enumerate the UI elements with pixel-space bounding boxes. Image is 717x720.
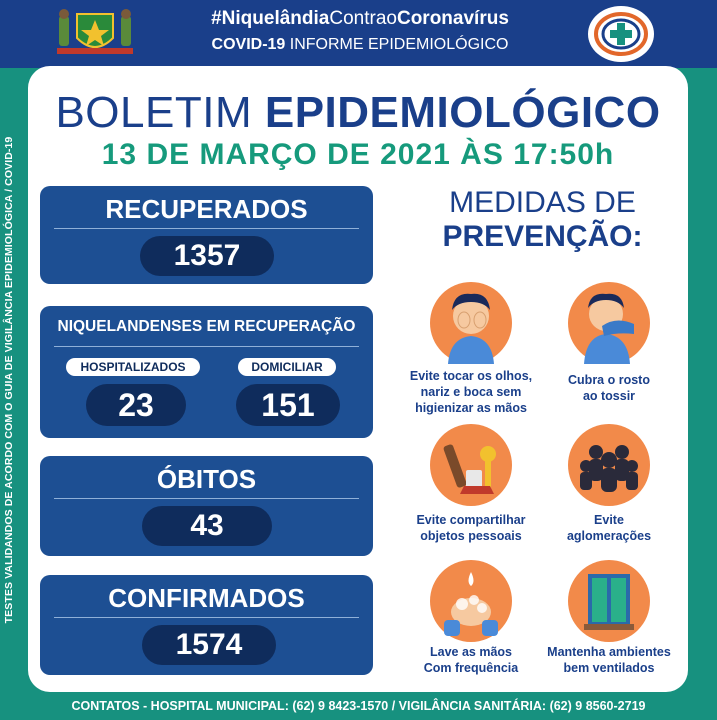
health-logo-icon xyxy=(588,6,654,62)
hospitalizados-value: 23 xyxy=(86,384,186,426)
em-recuperacao-box xyxy=(40,306,373,438)
tip-personal-objects: Evite compartilhar objetos pessoais xyxy=(416,513,526,543)
confirmados-label: CONFIRMADOS xyxy=(108,583,305,613)
contacts-footer: CONTATOS - HOSPITAL MUNICIPAL: (62) 9 8423-1570 / VIGILÂNCIA SANITÁRIA: (62) 9 8560-2719 xyxy=(0,692,717,720)
header-bar xyxy=(0,0,717,68)
hand-washing-icon xyxy=(430,560,512,642)
page-title: BOLETIM EPIDEMIOLÓGICO xyxy=(55,88,661,137)
side-disclaimer-text: TESTES VALIDANDOS DE ACORDO COM O GUIA DE VIGILÂNCIA EPIDEMIOLÓGICA / COVID-19 xyxy=(3,136,15,624)
tip-cough: Cubra o rosto ao tossir xyxy=(568,373,650,403)
tip-face-touch: Evite tocar os olhos, nariz e boca sem higienizar as mãos xyxy=(409,369,533,415)
prevencao-subtitle: PREVENÇÃO: xyxy=(442,220,643,253)
personal-objects-icon xyxy=(430,424,512,506)
obitos-value: 43 xyxy=(142,506,272,546)
report-date: 13 DE MARÇO DE 2021 ÀS 17:50h xyxy=(101,138,615,171)
tip-hand-washing: Lave as mãos Com frequência xyxy=(423,645,519,675)
side-disclaimer xyxy=(3,70,27,690)
window-ventilation-icon xyxy=(568,560,650,642)
obitos-label: ÓBITOS xyxy=(156,464,257,494)
recuperados-value: 1357 xyxy=(140,236,274,276)
prevencao-title: MEDIDAS DE xyxy=(449,186,636,219)
divider xyxy=(54,617,359,618)
divider xyxy=(54,498,359,499)
tip-crowds: Evite aglomerações xyxy=(566,513,652,543)
recuperados-box xyxy=(40,186,373,284)
divider xyxy=(54,228,359,229)
domiciliar-tag: DOMICILIAR xyxy=(238,358,336,376)
recuperados-label: RECUPERADOS xyxy=(105,194,308,224)
hospitalizados-tag: HOSPITALIZADOS xyxy=(66,358,200,376)
tip-ventilation: Mantenha ambientes bem ventilados xyxy=(547,645,671,675)
face-touch-icon xyxy=(430,282,512,364)
divider xyxy=(54,346,359,347)
em-recuperacao-label: NIQUELANDENSES EM RECUPERAÇÃO xyxy=(57,318,356,335)
municipal-crest-icon xyxy=(55,8,135,58)
domiciliar-value: 151 xyxy=(236,384,340,426)
obitos-box xyxy=(40,456,373,556)
header-subtitle: COVID-19 INFORME EPIDEMIOLÓGICO xyxy=(211,36,509,53)
confirmados-box xyxy=(40,575,373,675)
cough-icon xyxy=(568,282,650,364)
crowd-icon xyxy=(568,424,650,506)
confirmados-value: 1574 xyxy=(142,625,276,665)
hashtag-title: #NiquelândiaContraoCoronavírus xyxy=(211,8,509,29)
